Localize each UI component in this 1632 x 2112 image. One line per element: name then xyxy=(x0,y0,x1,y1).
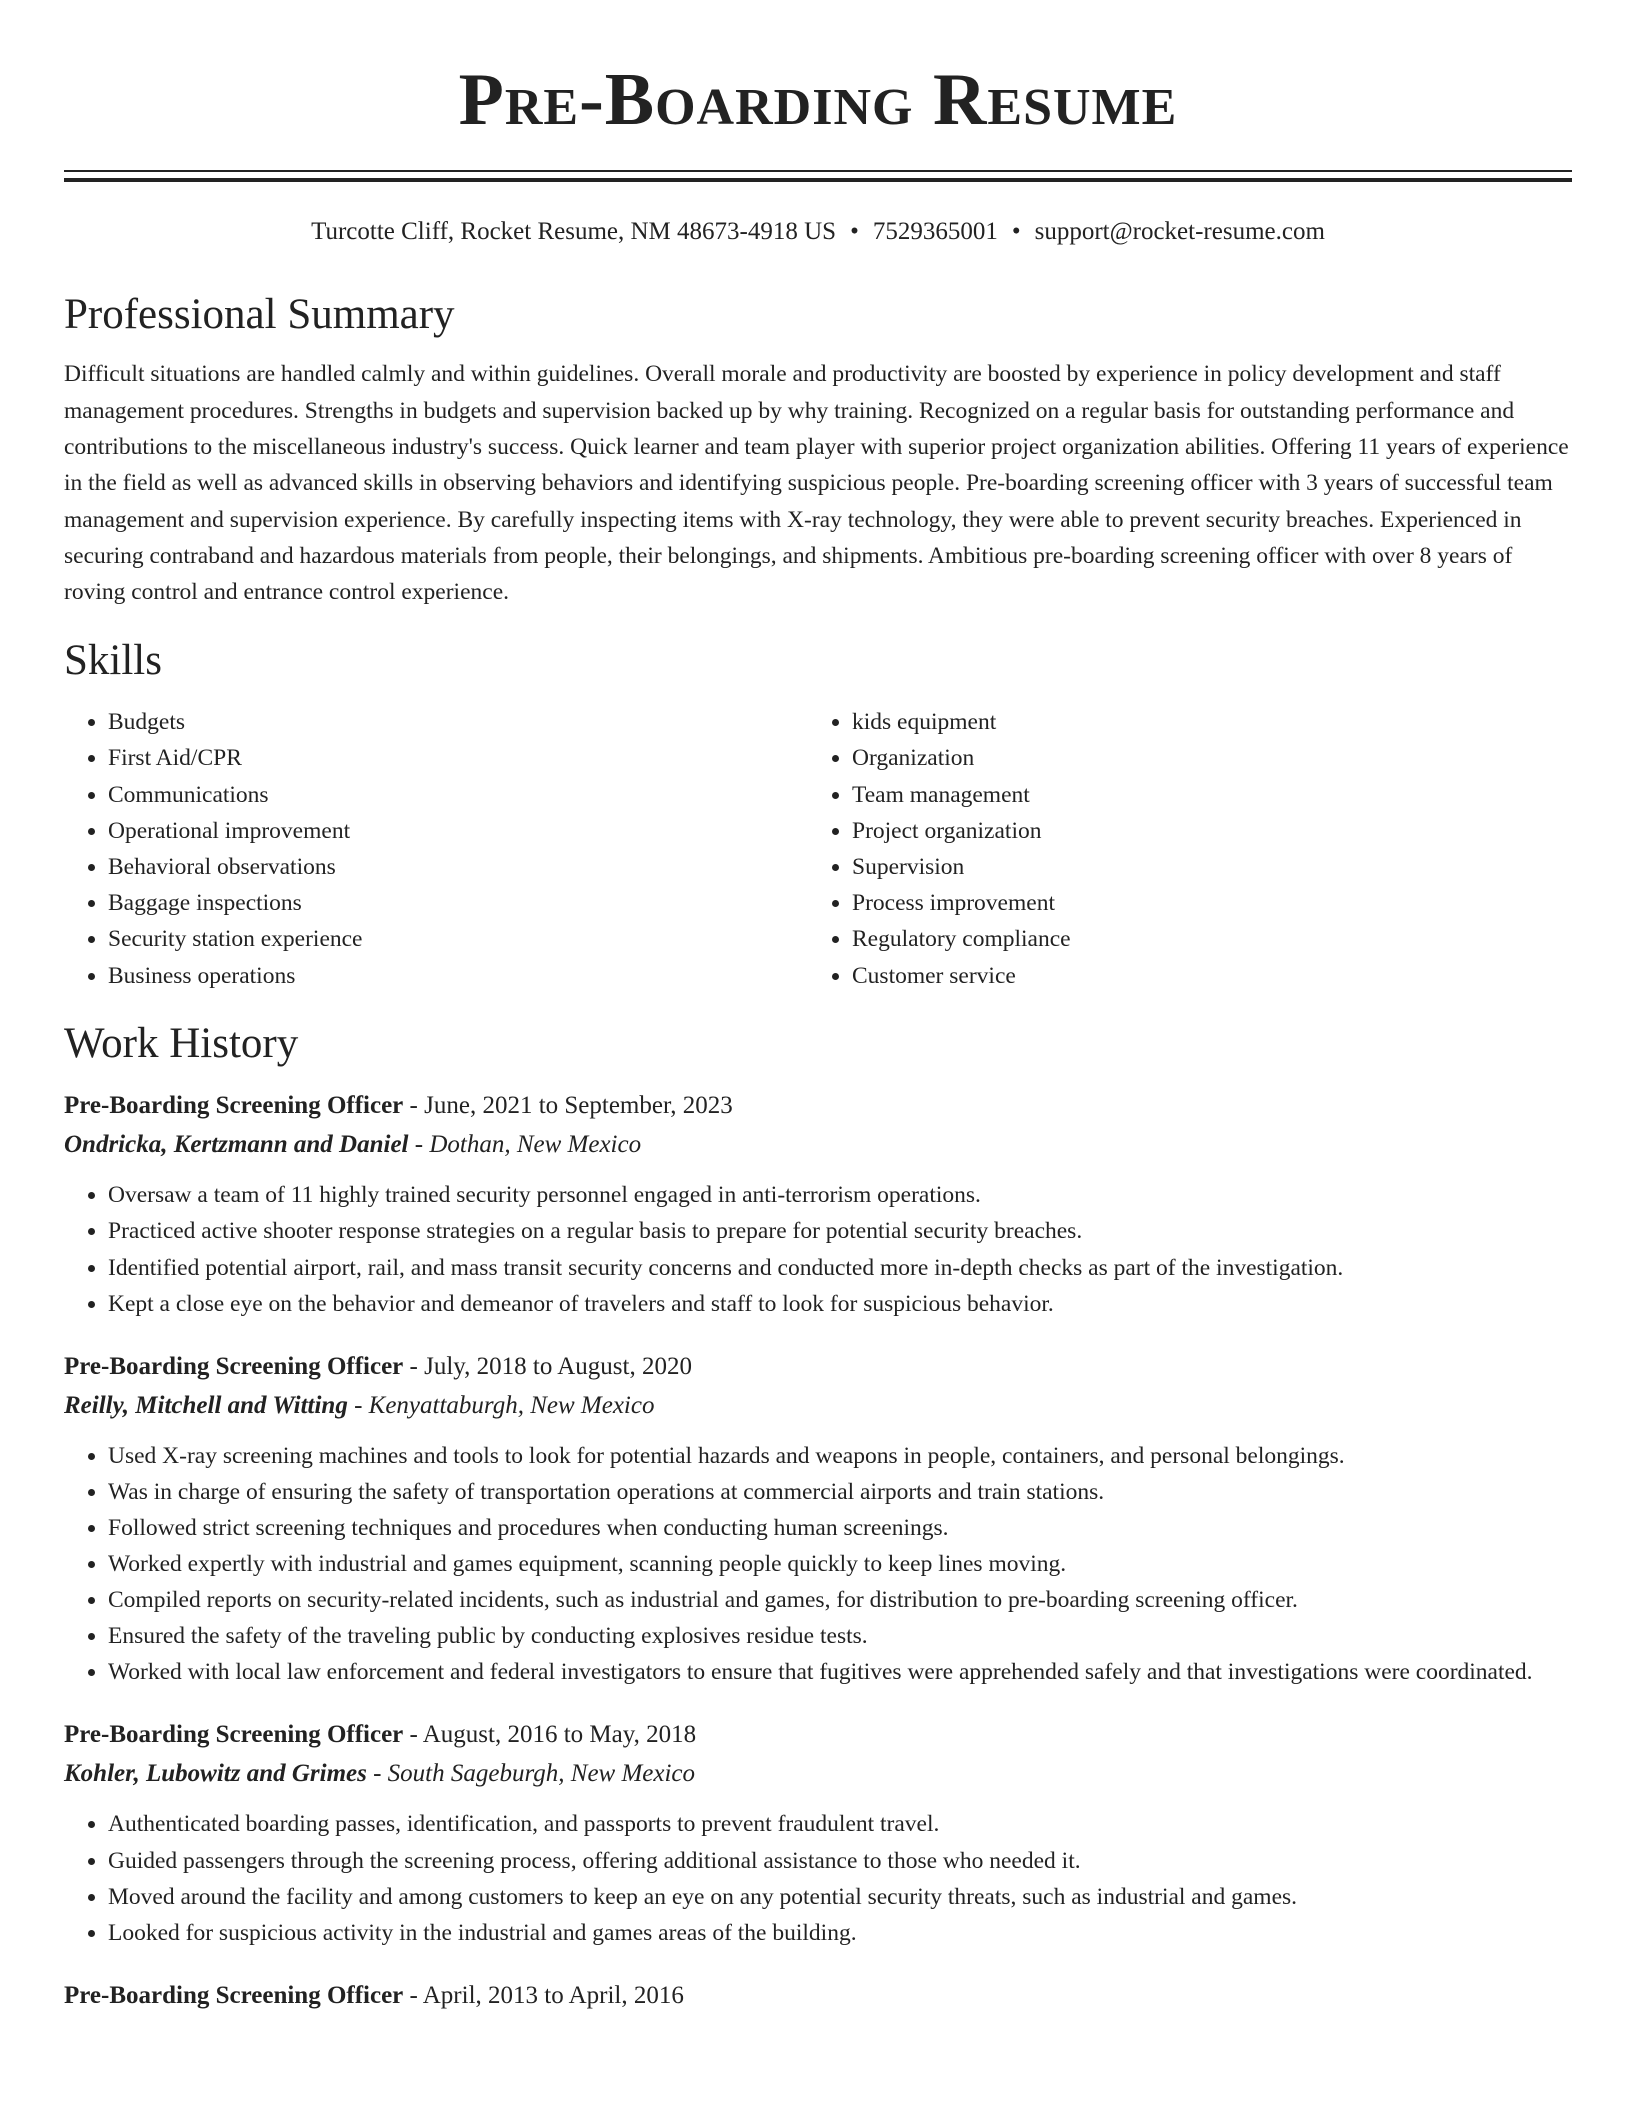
job-dates: - August, 2016 to May, 2018 xyxy=(409,1721,697,1749)
skill-item: • First Aid/CPR xyxy=(108,740,808,776)
job-bullet: • Looked for suspicious activity in the industrial and games areas of the building. xyxy=(108,1915,1572,1951)
company-location: - Dothan, New Mexico xyxy=(414,1131,642,1159)
contact-address: Turcotte Cliff, Rocket Resume, NM 48673-4918 US xyxy=(311,218,837,246)
job-title: Pre-Boarding Screening Officer xyxy=(64,1721,404,1749)
company-name: Kohler, Lubowitz and Grimes xyxy=(64,1760,367,1788)
company-line xyxy=(64,1386,1572,1426)
job-bullet: • Guided passengers through the screening process, offering additional assistance to those who needed it. xyxy=(108,1843,1572,1879)
skill-item: • Process improvement xyxy=(852,885,1552,921)
skill-item: • Communications xyxy=(108,777,808,813)
job-bullets xyxy=(64,1806,1572,1950)
job-bullets xyxy=(64,1438,1572,1691)
job-dates: - June, 2021 to September, 2023 xyxy=(409,1092,733,1120)
skill-item: • Behavioral observations xyxy=(108,849,808,885)
job-bullet: • Used X-ray screening machines and tools to look for potential hazards and weapons in people, containers, and personal belongings. xyxy=(108,1438,1572,1474)
skills-list xyxy=(64,704,1572,994)
title-divider-thick xyxy=(64,178,1572,182)
job-entry xyxy=(64,1087,1572,1321)
job-entry xyxy=(64,1977,1572,2015)
job-dates: - July, 2018 to August, 2020 xyxy=(409,1352,692,1380)
company-name: Reilly, Mitchell and Witting xyxy=(64,1391,348,1419)
company-location: - South Sageburgh, New Mexico xyxy=(373,1760,696,1788)
job-bullets xyxy=(64,1177,1572,1321)
skill-item: • Budgets xyxy=(108,704,808,740)
job-bullet: • Followed strict screening techniques and procedures when conducting human screenings. xyxy=(108,1510,1572,1546)
skill-item: • Project organization xyxy=(852,813,1552,849)
skills-column-left xyxy=(64,704,808,994)
company-line xyxy=(64,1754,1572,1794)
skill-item: • Organization xyxy=(852,740,1552,776)
contact-separator: • xyxy=(1011,218,1021,246)
resume-page xyxy=(64,0,1572,2015)
job-bullet: • Practiced active shooter response strategies on a regular basis to prepare for potential security breaches. xyxy=(108,1213,1572,1249)
contact-phone: 7529365001 xyxy=(872,218,998,246)
skill-item: • Regulatory compliance xyxy=(852,921,1552,957)
job-entry xyxy=(64,1716,1572,1950)
job-bullet: • Kept a close eye on the behavior and demeanor of travelers and staff to look for suspicious behavior. xyxy=(108,1286,1572,1322)
title-divider-thin xyxy=(64,170,1572,172)
company-name: Ondricka, Kertzmann and Daniel xyxy=(64,1131,409,1159)
page-title: Pre-Boarding Resume xyxy=(458,59,1178,141)
job-bullet: • Worked with local law enforcement and federal investigators to ensure that fugitives were apprehended safely and that investigations were coordinated. xyxy=(108,1654,1572,1690)
skill-item: • Team management xyxy=(852,777,1552,813)
summary-text: Difficult situations are handled calmly and within guidelines. Overall morale and productivity are boosted by experience in policy development and staff management procedures. Strengths in budgets and supervision backed up by why training. Recognized on a regular basis for outstanding performance and contributions to the miscellaneous industry's success. Quick learner and team player with superior project organization abilities. Offering 11 years of experience in the field as well as advanced skills in observing behaviors and identifying suspicious people. Pre-boarding screening officer with 3 years of successful team management and supervision experience. By carefully inspecting items with X-ray technology, they were able to prevent security breaches. Experienced in securing contraband and hazardous materials from people, their belongings, and shipments. Ambitious pre-boarding screening officer with over 8 years of roving control and entrance control experience. xyxy=(64,361,1569,606)
company-location: - Kenyattaburgh, New Mexico xyxy=(354,1391,655,1419)
job-title: Pre-Boarding Screening Officer xyxy=(64,1981,404,2009)
contact-email[interactable]: support@rocket-resume.com xyxy=(1034,218,1325,246)
job-dates: - April, 2013 to April, 2016 xyxy=(409,1981,684,2009)
job-bullet: • Was in charge of ensuring the safety of transportation operations at commercial airports and train stations. xyxy=(108,1474,1572,1510)
work-history-heading: Work History xyxy=(64,1019,299,1067)
job-bullet: • Authenticated boarding passes, identification, and passports to prevent fraudulent travel. xyxy=(108,1806,1572,1842)
contact-separator: • xyxy=(850,218,859,246)
skill-item: • Baggage inspections xyxy=(108,885,808,921)
job-bullet: • Oversaw a team of 11 highly trained security personnel engaged in anti-terrorism operations. xyxy=(108,1177,1572,1213)
job-bullet: • Worked expertly with industrial and games equipment, scanning people quickly to keep lines moving. xyxy=(108,1546,1572,1582)
company-line xyxy=(64,1125,1572,1165)
skill-item: • Customer service xyxy=(852,958,1552,994)
job-bullet: • Ensured the safety of the traveling public by conducting explosives residue tests. xyxy=(108,1618,1572,1654)
skill-item: • Operational improvement xyxy=(108,813,808,849)
job-title-line xyxy=(64,1087,1572,1125)
contact-line xyxy=(64,216,1572,249)
skills-heading: Skills xyxy=(64,636,162,684)
skill-item: • kids equipment xyxy=(852,704,1552,740)
skills-column-right xyxy=(808,704,1552,994)
summary-heading: Professional Summary xyxy=(64,290,455,338)
job-bullet: • Identified potential airport, rail, and mass transit security concerns and conducted more in-depth checks as part of the investigation. xyxy=(108,1250,1572,1286)
skill-item: • Security station experience xyxy=(108,921,808,957)
job-title-line xyxy=(64,1348,1572,1386)
job-title-line xyxy=(64,1977,1572,2015)
job-title: Pre-Boarding Screening Officer xyxy=(64,1352,404,1380)
skill-item: • Supervision xyxy=(852,849,1552,885)
job-bullet: • Moved around the facility and among customers to keep an eye on any potential security threats, such as industrial and games. xyxy=(108,1879,1572,1915)
job-title: Pre-Boarding Screening Officer xyxy=(64,1092,404,1120)
skill-item: • Business operations xyxy=(108,958,808,994)
job-title-line xyxy=(64,1716,1572,1754)
job-entry xyxy=(64,1348,1572,1691)
job-bullet: • Compiled reports on security-related incidents, such as industrial and games, for distribution to pre-boarding screening officer. xyxy=(108,1582,1572,1618)
